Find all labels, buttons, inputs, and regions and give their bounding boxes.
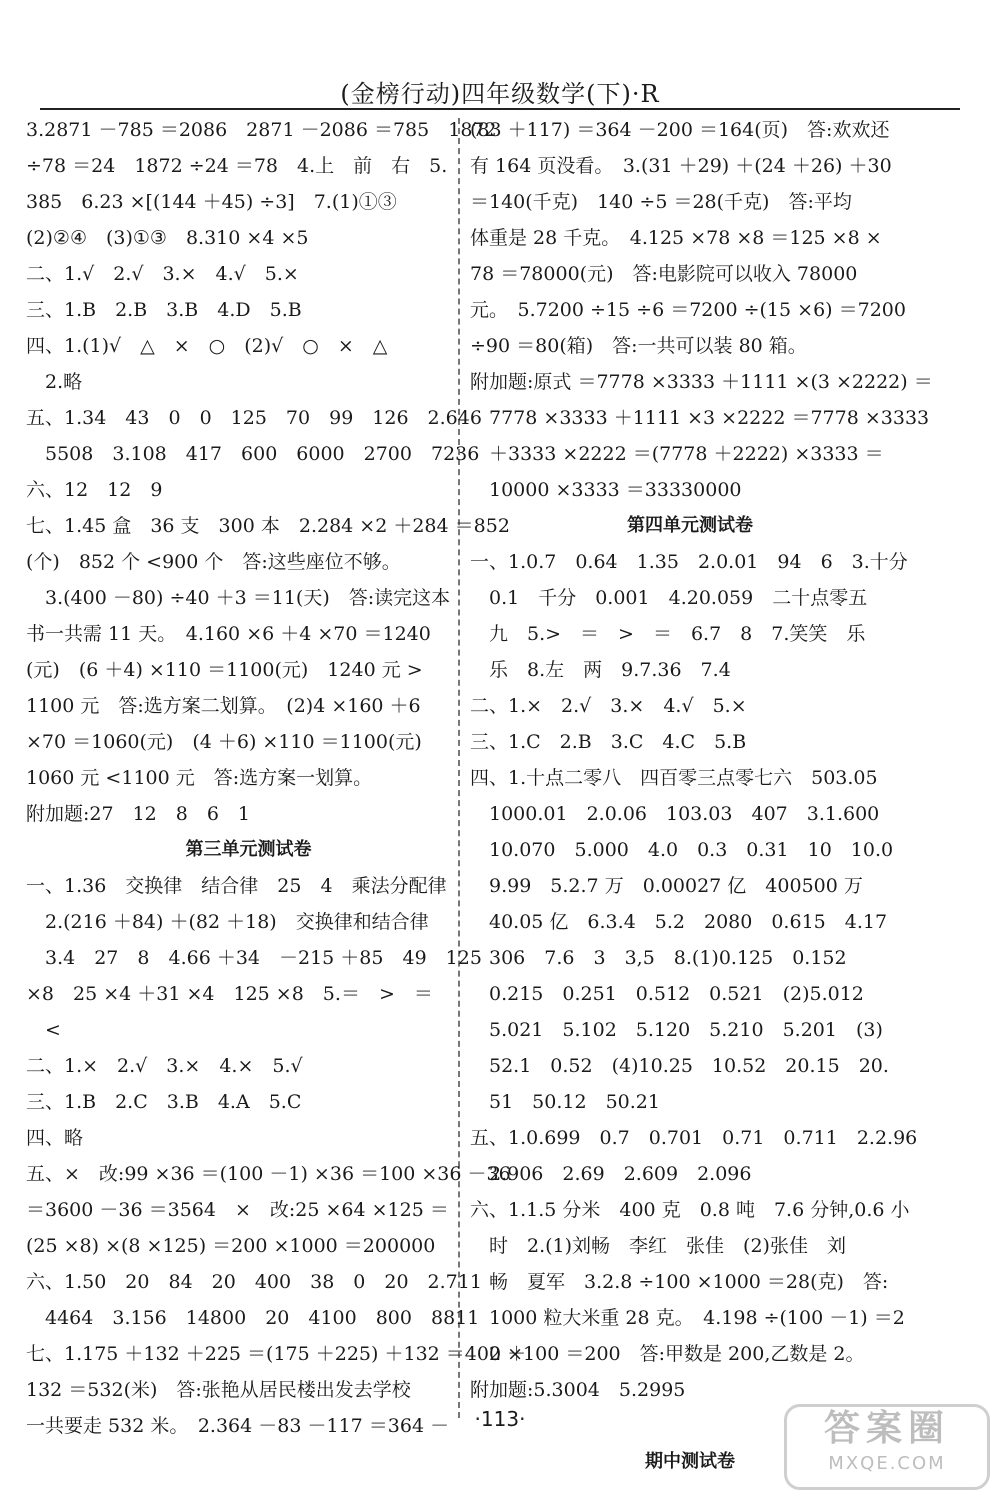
- answer-line: ＝140(千克) 140 ÷5 ＝28(千克) 答:平均: [470, 191, 852, 213]
- answer-line: 385 6.23 ×[(144 ＋45) ÷3] 7.(1)①③: [26, 191, 397, 213]
- answer-line: 乐 8.左 两 9.7.36 7.4: [470, 659, 731, 681]
- watermark-sub-text: MXQE.COM: [828, 1453, 946, 1474]
- answer-line: 三、1.C 2.B 3.C 4.C 5.B: [470, 731, 747, 753]
- answer-line: (个) 852 个 <900 个 答:这些座位不够。: [26, 551, 401, 573]
- answer-line: 五、1.34 43 0 0 125 70 99 126 2.646: [26, 407, 482, 429]
- answer-line: 四、略: [26, 1127, 84, 1149]
- answer-line: 一、1.36 交换律 结合律 25 4 乘法分配律: [26, 875, 447, 897]
- answer-line: 畅 夏军 3.2.8 ÷100 ×1000 ＝28(克) 答:: [470, 1271, 889, 1293]
- answer-line: 五、1.0.699 0.7 0.701 0.71 0.711 2.2.96: [470, 1127, 918, 1149]
- header-title: (金榜行动)四年级数学(下)·R: [340, 80, 660, 108]
- answer-line: 元。 5.7200 ÷15 ÷6 ＝7200 ÷(15 ×6) ＝7200: [470, 299, 906, 321]
- answer-line: 三、1.B 2.C 3.B 4.A 5.C: [26, 1091, 302, 1113]
- answer-line: 体重是 28 千克。 4.125 ×78 ×8 ＝125 ×8 ×: [470, 227, 882, 249]
- answer-line: 306 7.6 3 3,5 8.(1)0.125 0.152: [470, 947, 847, 969]
- answer-line: 2.906 2.69 2.609 2.096: [470, 1163, 752, 1185]
- answer-line: 四、1.(1)√ △ × ○ (2)√ ○ × △: [26, 335, 388, 357]
- answer-line: (元) (6 ＋4) ×110 ＝1100(元) 1240 元 >: [26, 659, 423, 681]
- answer-line: 78 ＝78000(元) 答:电影院可以收入 78000: [470, 263, 858, 285]
- answer-line: ＝3600 －36 ＝3564 × 改:25 ×64 ×125 ＝: [26, 1199, 449, 1221]
- answer-line: 3.4 27 8 4.66 ＋34 －215 ＋85 49 125: [26, 947, 482, 969]
- answer-line: 一、1.0.7 0.64 1.35 2.0.01 94 6 3.十分: [470, 551, 908, 573]
- answer-line: 1000 粒大米重 28 克。 4.198 ÷(100 －1) ＝2: [470, 1307, 905, 1329]
- answer-line: 5508 3.108 417 600 6000 2700 7236: [26, 443, 480, 465]
- answer-line: 2.略: [26, 371, 83, 393]
- answer-line: 二、1.× 2.√ 3.× 4.× 5.√: [26, 1055, 303, 1077]
- answer-line: 9.99 5.2.7 万 0.00027 亿 400500 万: [470, 875, 863, 897]
- section-heading: 第四单元测试卷: [627, 515, 753, 536]
- answer-line: 二、1.√ 2.√ 3.× 4.√ 5.×: [26, 263, 299, 285]
- answer-line: 132 ＝532(米) 答:张艳从居民楼出发去学校: [26, 1379, 411, 1401]
- page-header: [40, 74, 960, 110]
- answer-line: 3.2871 －785 ＝2086 2871 －2086 ＝785 1872: [26, 119, 497, 141]
- answer-line: 1100 元 答:选方案二划算。 (2)4 ×160 ＋6: [26, 695, 421, 717]
- answer-line: ÷78 ＝24 1872 ÷24 ＝78 4.上 前 右 5.: [26, 155, 448, 177]
- answer-line: 二、1.× 2.√ 3.× 4.√ 5.×: [470, 695, 747, 717]
- section-heading: 第三单元测试卷: [185, 839, 312, 860]
- answer-line: 1000.01 2.0.06 103.03 407 3.1.600: [470, 803, 880, 825]
- answer-line: 4464 3.156 14800 20 4100 800 8811: [26, 1307, 480, 1329]
- answer-line: ×8 25 ×4 ＋31 ×4 125 ×8 5.＝ > ＝: [26, 983, 433, 1005]
- answer-line: 三、1.B 2.B 3.B 4.D 5.B: [26, 299, 302, 321]
- answer-line: 2.(216 ＋84) ＋(82 ＋18) 交换律和结合律: [26, 911, 429, 933]
- answer-line: 1060 元 <1100 元 答:选方案一划算。: [26, 767, 373, 789]
- answer-line: 六、1.1.5 分米 400 克 0.8 吨 7.6 分钟,0.6 小: [470, 1199, 910, 1221]
- answer-line: 六、12 12 9: [26, 479, 163, 501]
- answer-line: 10000 ×3333 ＝33330000: [470, 479, 742, 501]
- answer-line: 0.215 0.251 0.512 0.521 (2)5.012: [470, 983, 864, 1005]
- watermark-main-text: 答案圈: [823, 1408, 950, 1449]
- answer-line: 五、× 改:99 ×36 ＝(100 －1) ×36 ＝100 ×36 －36: [26, 1163, 511, 1185]
- answer-line: ＋3333 ×2222 ＝(7778 ＋2222) ×3333 ＝: [470, 443, 884, 465]
- answer-line: 5.021 5.102 5.120 5.210 5.201 (3): [470, 1019, 883, 1041]
- answer-line: 有 164 页没看。 3.(31 ＋29) ＋(24 ＋26) ＋30: [470, 155, 892, 177]
- left-column: [26, 112, 527, 1444]
- watermark-logo: [784, 1404, 990, 1490]
- answer-line: 附加题:27 12 8 6 1: [26, 803, 251, 825]
- answer-line: 52.1 0.52 (4)10.25 10.52 20.15 20.: [470, 1055, 889, 1077]
- answer-line: 40.05 亿 6.3.4 5.2 2080 0.615 4.17: [470, 911, 888, 933]
- answer-line: 3.(400 －80) ÷40 ＋3 ＝11(天) 答:读完这本: [26, 587, 451, 609]
- answer-line: 九 5.> ＝ > ＝ 6.7 8 7.笑笑 乐: [470, 623, 866, 645]
- answer-line: 时 2.(1)刘畅 李红 张佳 (2)张佳 刘: [470, 1235, 846, 1257]
- answer-line: 附加题:原式 ＝7778 ×3333 ＋1111 ×(3 ×2222) ＝: [470, 371, 933, 393]
- answer-line: ÷90 ＝80(箱) 答:一共可以装 80 箱。: [470, 335, 807, 357]
- answer-line: 附加题:5.3004 5.2995: [470, 1379, 686, 1401]
- answer-line: 一共要走 532 米。 2.364 －83 －117 ＝364 －: [26, 1415, 450, 1437]
- answer-line: 0.1 千分 0.001 4.20.059 二十点零五: [470, 587, 868, 609]
- answer-line: (2)②④ (3)①③ 8.310 ×4 ×5: [26, 227, 309, 249]
- answer-line: 2 ×100 ＝200 答:甲数是 200,乙数是 2。: [470, 1343, 865, 1365]
- section-heading: 期中测试卷: [645, 1451, 735, 1472]
- answer-line: (83 ＋117) ＝364 －200 ＝164(页) 答:欢欢还: [470, 119, 890, 141]
- answer-line: 六、1.50 20 84 20 400 38 0 20 2.711: [26, 1271, 482, 1293]
- answer-line: 书一共需 11 天。 4.160 ×6 ＋4 ×70 ＝1240: [26, 623, 431, 645]
- answer-line: (25 ×8) ×(8 ×125) ＝200 ×1000 ＝200000: [26, 1235, 436, 1257]
- page-number: ·113·: [474, 1407, 526, 1431]
- answer-line: 七、1.175 ＋132 ＋225 ＝(175 ＋225) ＋132 ＝400 ＋: [26, 1343, 527, 1365]
- answer-line: 7778 ×3333 ＋1111 ×3 ×2222 ＝7778 ×3333: [470, 407, 930, 429]
- answer-line: 10.070 5.000 4.0 0.3 0.31 10 10.0: [470, 839, 894, 861]
- right-column: [470, 112, 933, 1480]
- answer-line: <: [26, 1019, 61, 1041]
- answer-line: 51 50.12 50.21: [470, 1091, 660, 1113]
- answer-line: ×70 ＝1060(元) (4 ＋6) ×110 ＝1100(元): [26, 731, 422, 753]
- answer-line: 七、1.45 盒 36 支 300 本 2.284 ×2 ＋284 ＝852: [26, 515, 510, 537]
- answer-line: 四、1.十点二零八 四百零三点零七六 503.05: [470, 767, 878, 789]
